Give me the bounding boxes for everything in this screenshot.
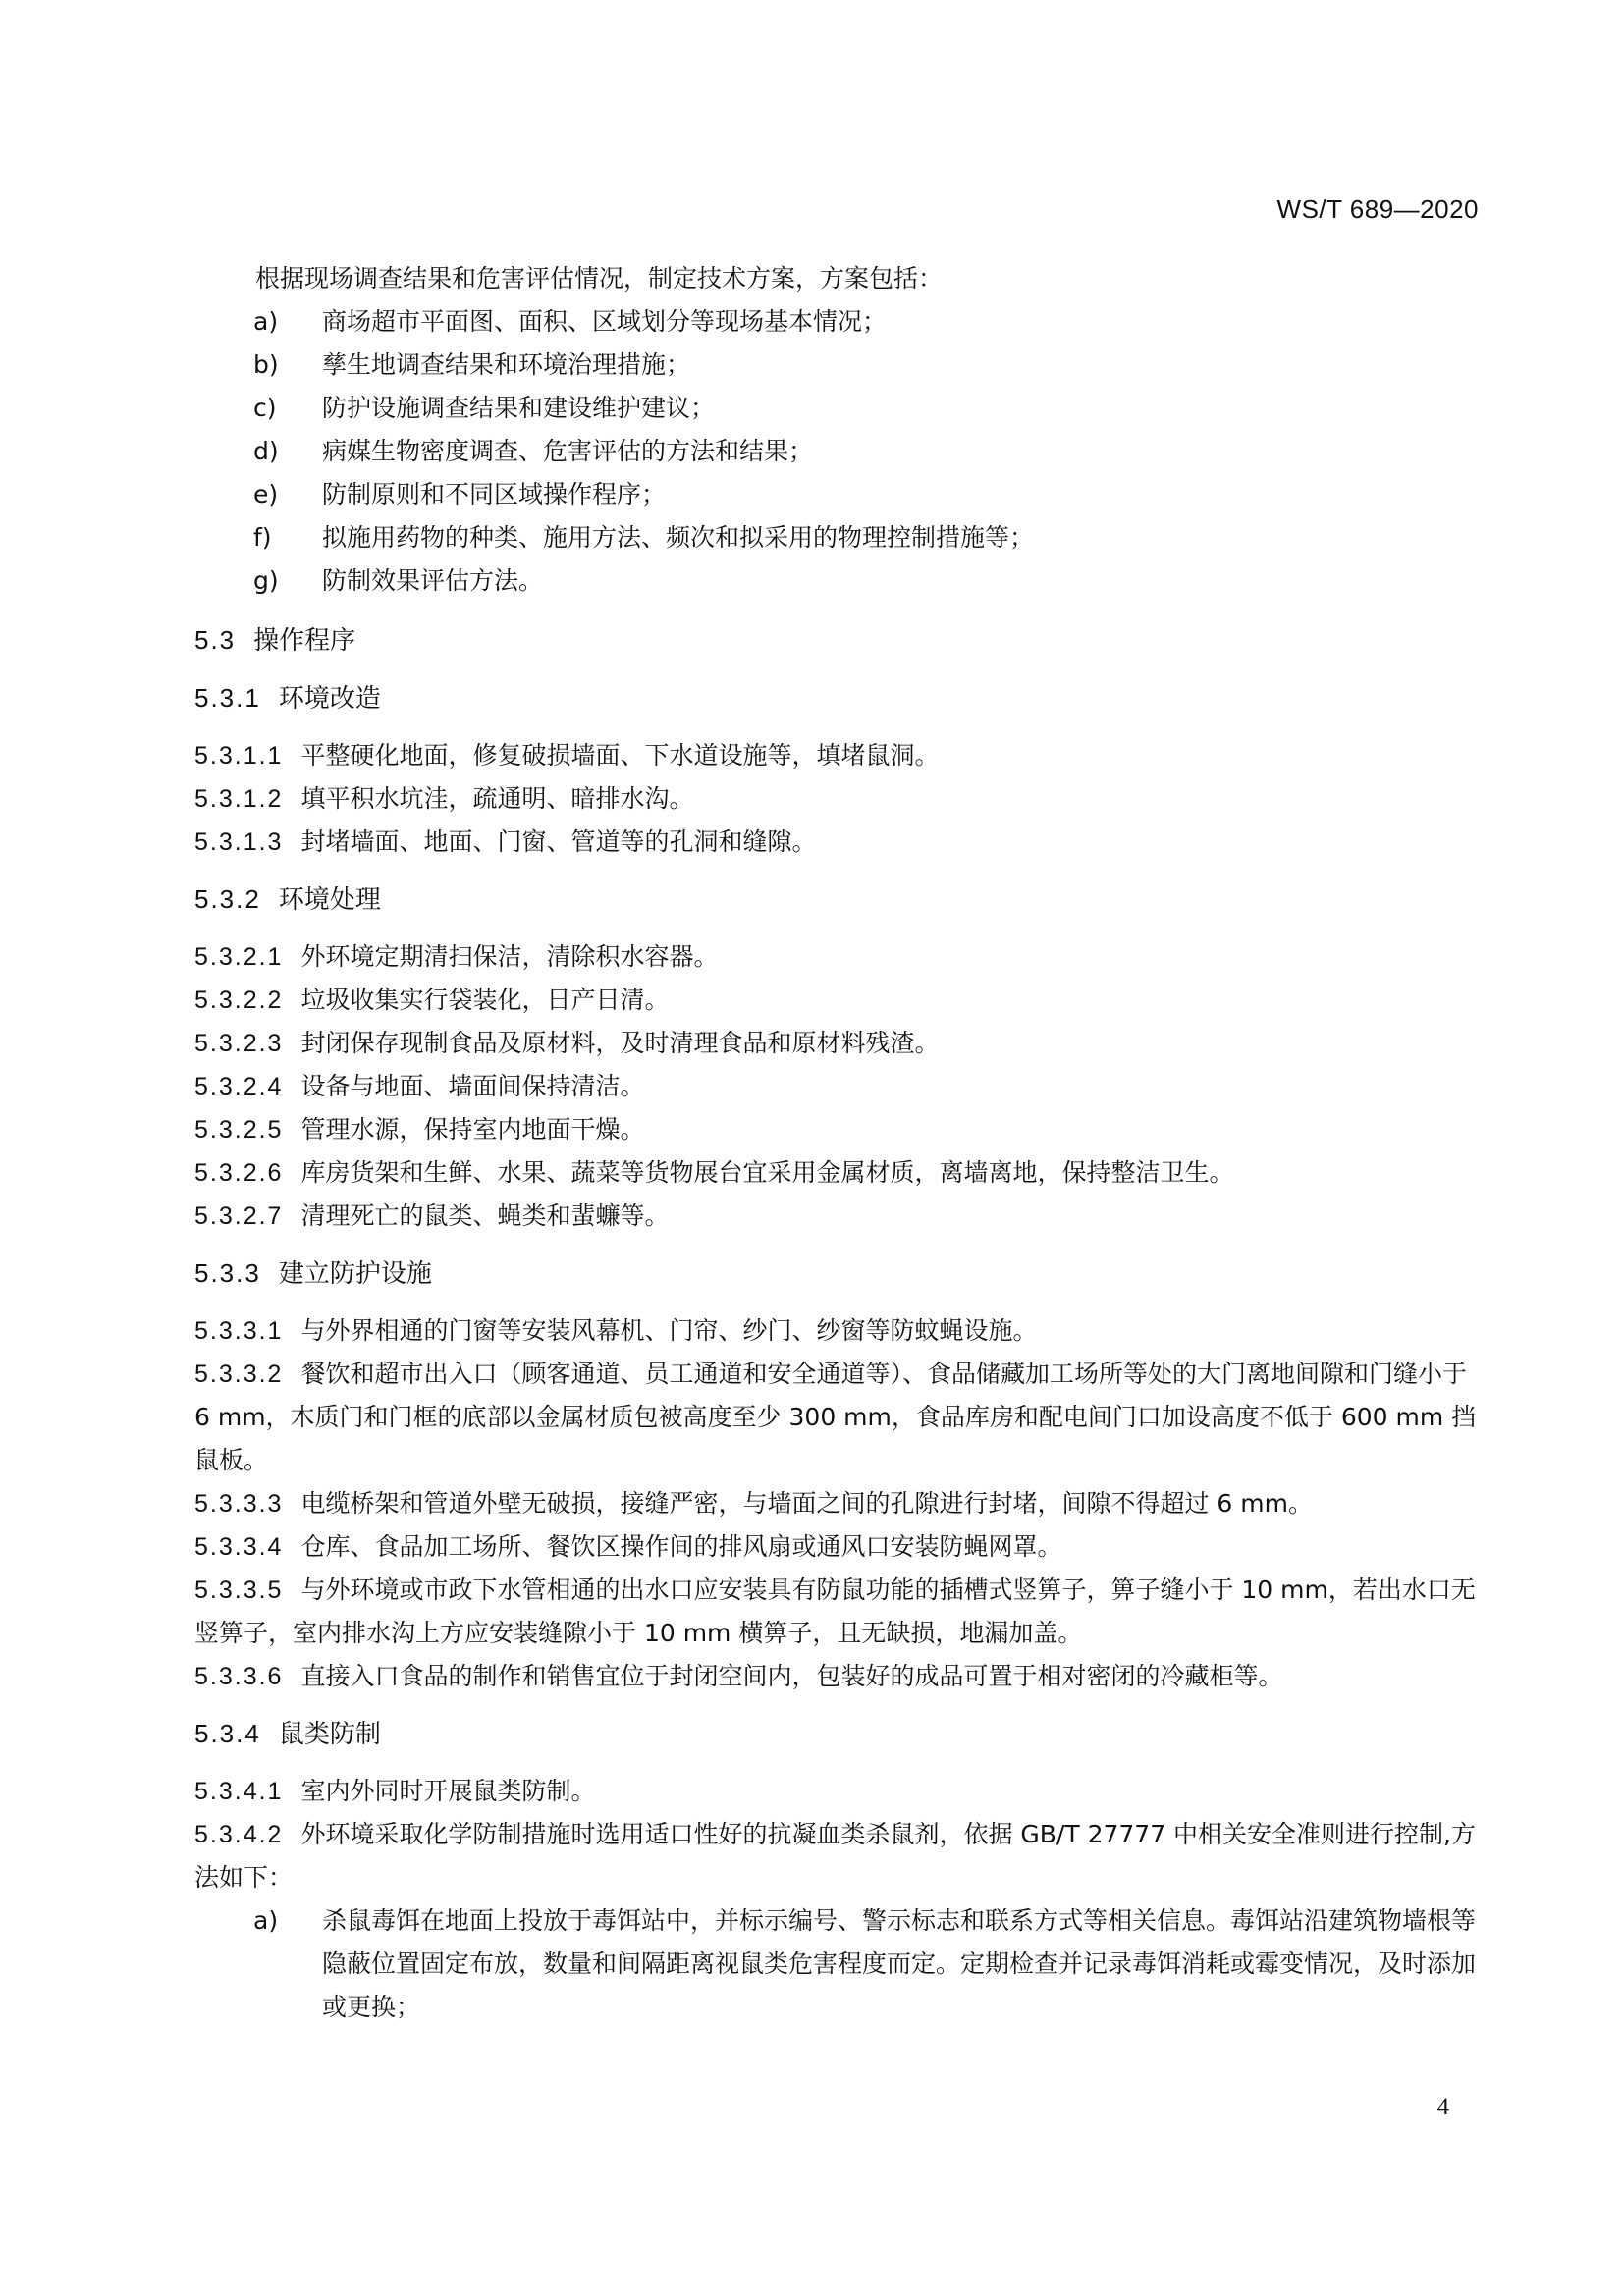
clause-text: 电缆桥架和管道外壁无破损，接缝严密，与墙面之间的孔隙进行封堵，间隙不得超过 6 mm。 bbox=[300, 1489, 1313, 1518]
subsection-heading bbox=[194, 676, 1481, 721]
clause bbox=[194, 734, 1481, 777]
list-marker: c) bbox=[253, 394, 277, 422]
list-item bbox=[194, 1899, 1481, 2029]
list-text: 病媒生物密度调查、危害评估的方法和结果； bbox=[322, 437, 814, 465]
clause-number: 5.3.3.6 bbox=[194, 1663, 284, 1690]
section-heading bbox=[194, 618, 1481, 663]
list-item bbox=[194, 516, 1481, 560]
clause-text: 平整硬化地面，修复破损墙面、下水道设施等，填堵鼠洞。 bbox=[300, 741, 940, 770]
clause-number: 5.3.2.1 bbox=[194, 943, 284, 971]
clause-number: 5.3.2.2 bbox=[194, 987, 284, 1014]
section-number: 5.3.1 bbox=[194, 683, 261, 713]
list-text: 防制效果评估方法。 bbox=[322, 566, 544, 595]
section-number: 5.3.2 bbox=[194, 884, 261, 914]
clause-text: 库房货架和生鲜、水果、蔬菜等货物展台宜采用金属材质，离墙离地，保持整洁卫生。 bbox=[300, 1158, 1234, 1187]
list-text: 防护设施调查结果和建设维护建议； bbox=[322, 394, 716, 422]
list-marker: g) bbox=[253, 566, 279, 595]
list-text: 商场超市平面图、面积、区域划分等现场基本情况； bbox=[322, 307, 888, 336]
subsection-heading bbox=[194, 878, 1481, 922]
list-item bbox=[194, 473, 1481, 516]
clause-text: 与外环境或市政下水管相通的出水口应安装具有防鼠功能的插槽式竖箅子，箅子缝小于 10 mm，若出水口无竖箅子，室内排水沟上方应安装缝隙小于 10 mm 横箅子，且无缺损，地漏加盖。 bbox=[194, 1575, 1476, 1647]
list-marker: a) bbox=[253, 1906, 279, 1935]
clause-text: 管理水源，保持室内地面干燥。 bbox=[300, 1115, 645, 1144]
clause-text: 餐饮和超市出入口（顾客通道、员工通道和安全通道等）、食品储藏加工场所等处的大门离地间隙和门缝小于 6 mm，木质门和门框的底部以金属材质包被高度至少 300 mm，食品库房和配电间门口加设高度不低于 600 mm 挡鼠板。 bbox=[194, 1360, 1477, 1474]
list-marker: f) bbox=[253, 523, 272, 552]
clause bbox=[194, 1482, 1481, 1525]
clause-text: 封闭保存现制食品及原材料，及时清理食品和原材料残渣。 bbox=[300, 1029, 940, 1057]
clause-text: 直接入口食品的制作和销售宜位于封闭空间内，包装好的成品可置于相对密闭的冷藏柜等。 bbox=[300, 1662, 1283, 1690]
clause bbox=[194, 1065, 1481, 1108]
clause bbox=[194, 1569, 1481, 1655]
list-item bbox=[194, 344, 1481, 387]
list-marker: d) bbox=[253, 437, 279, 465]
section-number: 5.3 bbox=[194, 625, 237, 655]
clause-text: 仓库、食品加工场所、餐饮区操作间的排风扇或通风口安装防蝇网罩。 bbox=[300, 1532, 1062, 1561]
section-title: 操作程序 bbox=[253, 626, 356, 656]
clause bbox=[194, 1108, 1481, 1151]
clause-number: 5.3.3.3 bbox=[194, 1490, 284, 1518]
body-content bbox=[194, 257, 1481, 2029]
clause-text: 外环境定期清扫保洁，清除积水容器。 bbox=[300, 942, 719, 971]
section-number: 5.3.4 bbox=[194, 1719, 261, 1748]
list-marker: a) bbox=[253, 307, 279, 336]
list-text: 孳生地调查结果和环境治理措施； bbox=[322, 350, 691, 379]
clause-number: 5.3.1.2 bbox=[194, 785, 284, 813]
clause-number: 5.3.4.2 bbox=[194, 1821, 284, 1848]
clause bbox=[194, 1309, 1481, 1353]
list-marker: e) bbox=[253, 480, 279, 508]
intro-paragraph: 根据现场调查结果和危害评估情况，制定技术方案，方案包括： bbox=[255, 264, 944, 293]
clause-number: 5.3.2.5 bbox=[194, 1116, 284, 1144]
standard-code: WS/T 689—2020 bbox=[1276, 194, 1479, 224]
clause-number: 5.3.4.1 bbox=[194, 1778, 284, 1805]
clause-number: 5.3.3.5 bbox=[194, 1576, 284, 1604]
clause-text: 室内外同时开展鼠类防制。 bbox=[300, 1777, 596, 1805]
clause-number: 5.3.3.4 bbox=[194, 1533, 284, 1561]
clause-number: 5.3.1.3 bbox=[194, 828, 284, 856]
clause bbox=[194, 1655, 1481, 1698]
subsection-heading bbox=[194, 1712, 1481, 1756]
list-marker: b) bbox=[253, 350, 279, 379]
clause-number: 5.3.2.6 bbox=[194, 1159, 284, 1187]
clause bbox=[194, 1813, 1481, 1899]
clause-number: 5.3.2.4 bbox=[194, 1073, 284, 1100]
clause bbox=[194, 1353, 1481, 1482]
clause bbox=[194, 1195, 1481, 1238]
clause-text: 清理死亡的鼠类、蝇类和蜚蠊等。 bbox=[300, 1201, 670, 1230]
list-text: 防制原则和不同区域操作程序； bbox=[322, 480, 667, 508]
clause bbox=[194, 1151, 1481, 1195]
section-title: 环境改造 bbox=[278, 684, 381, 714]
section-number: 5.3.3 bbox=[194, 1258, 261, 1288]
clause-text: 封堵墙面、地面、门窗、管道等的孔洞和缝隙。 bbox=[300, 828, 817, 856]
list-item bbox=[194, 430, 1481, 473]
clause-text: 垃圾收集实行袋装化，日产日清。 bbox=[300, 986, 670, 1014]
clause-text: 外环境采取化学防制措施时选用适口性好的抗凝血类杀鼠剂，依据 GB/T 27777 中相关安全准则进行控制,方法如下： bbox=[194, 1820, 1476, 1892]
clause-text: 与外界相通的门窗等安装风幕机、门帘、纱门、纱窗等防蚊蝇设施。 bbox=[300, 1316, 1038, 1345]
clause-text: 填平积水坑洼，疏通明、暗排水沟。 bbox=[300, 784, 694, 813]
clause-text: 设备与地面、墙面间保持清洁。 bbox=[300, 1072, 645, 1100]
page-number: 4 bbox=[1436, 2094, 1449, 2120]
clause-number: 5.3.1.1 bbox=[194, 742, 284, 770]
list-text: 拟施用药物的种类、施用方法、频次和拟采用的物理控制措施等； bbox=[322, 523, 1035, 552]
clause-number: 5.3.2.7 bbox=[194, 1202, 284, 1230]
list-text: 杀鼠毒饵在地面上投放于毒饵站中，并标示编号、警示标志和联系方式等相关信息。毒饵站沿建筑物墙根等隐蔽位置固定布放，数量和间隔距离视鼠类危害程度而定。定期检查并记录毒饵消耗或霉变情况，及时添加或更换； bbox=[322, 1906, 1477, 2021]
clause-number: 5.3.3.2 bbox=[194, 1361, 284, 1388]
list-item bbox=[194, 387, 1481, 430]
subsection-heading bbox=[194, 1252, 1481, 1296]
clause bbox=[194, 979, 1481, 1022]
section-title: 鼠类防制 bbox=[278, 1720, 381, 1749]
clause bbox=[194, 935, 1481, 979]
section-title: 建立防护设施 bbox=[278, 1259, 432, 1289]
section-title: 环境处理 bbox=[278, 885, 381, 915]
plan-list bbox=[194, 300, 1481, 603]
clause-number: 5.3.2.3 bbox=[194, 1030, 284, 1057]
clause bbox=[194, 1022, 1481, 1065]
list-item bbox=[194, 300, 1481, 344]
clause bbox=[194, 777, 1481, 821]
clause-number: 5.3.3.1 bbox=[194, 1317, 284, 1345]
clause bbox=[194, 821, 1481, 864]
clause bbox=[194, 1525, 1481, 1569]
list-item bbox=[194, 560, 1481, 603]
clause bbox=[194, 1770, 1481, 1813]
